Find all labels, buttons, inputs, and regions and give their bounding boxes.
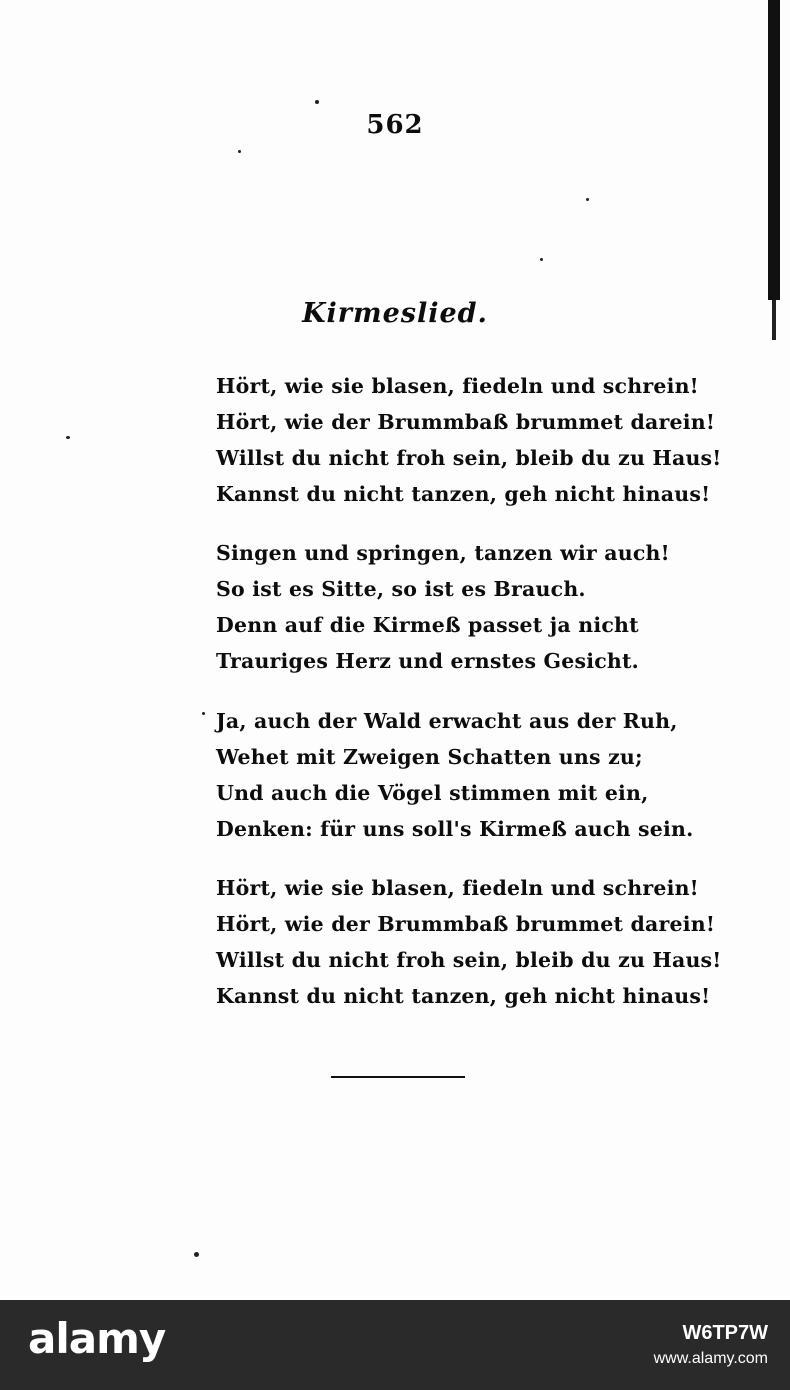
watermark-footer: [0, 1300, 790, 1390]
end-rule: [331, 1076, 465, 1078]
scan-speck: [586, 198, 589, 201]
scan-speck: [194, 1252, 199, 1257]
poem-line: Willst du nicht froh sein, bleib du zu Haus!: [216, 948, 722, 972]
poem-line: Kannst du nicht tanzen, geh nicht hinaus!: [216, 482, 711, 506]
poem-line: Und auch die Vögel stimmen mit ein,: [216, 781, 649, 805]
page-edge-shadow: [768, 0, 780, 300]
scan-speck: [66, 436, 70, 439]
poem-line: Hört, wie der Brummbaß brummet darein!: [216, 410, 716, 434]
scan-speck: [238, 150, 241, 153]
poem-line: Hört, wie sie blasen, fiedeln und schrein!: [216, 374, 699, 398]
poem-line: Willst du nicht froh sein, bleib du zu Haus!: [216, 446, 722, 470]
poem-stanza: [216, 535, 670, 679]
poem-stanza: [216, 870, 722, 1014]
scan-speck: [315, 100, 319, 104]
poem-line: Trauriges Herz und ernstes Gesicht.: [216, 649, 640, 673]
poem-line: Wehet mit Zweigen Schatten uns zu;: [216, 745, 643, 769]
poem-line: Hört, wie sie blasen, fiedeln und schrein!: [216, 876, 699, 900]
image-id: W6TP7W: [682, 1322, 768, 1344]
scan-speck: [540, 258, 543, 261]
poem-line: So ist es Sitte, so ist es Brauch.: [216, 577, 586, 601]
poem-line: Singen und springen, tanzen wir auch!: [216, 541, 670, 565]
poem-title: Kirmeslied.: [302, 298, 488, 329]
poem-line: Hört, wie der Brummbaß brummet darein!: [216, 912, 716, 936]
poem-stanza: [216, 368, 722, 512]
poem-line: Denn auf die Kirmeß passet ja nicht: [216, 613, 639, 637]
poem-line: Denken: für uns soll's Kirmeß auch sein.: [216, 817, 694, 841]
brand-logo: alamy: [28, 1314, 166, 1363]
site-url: www.alamy.com: [653, 1350, 768, 1367]
poem-line: Kannst du nicht tanzen, geh nicht hinaus!: [216, 984, 711, 1008]
page-number: 562: [366, 110, 424, 140]
scan-speck: [202, 712, 205, 715]
poem-stanza: [216, 703, 694, 847]
poem-line: Ja, auch der Wald erwacht aus der Ruh,: [216, 709, 678, 733]
